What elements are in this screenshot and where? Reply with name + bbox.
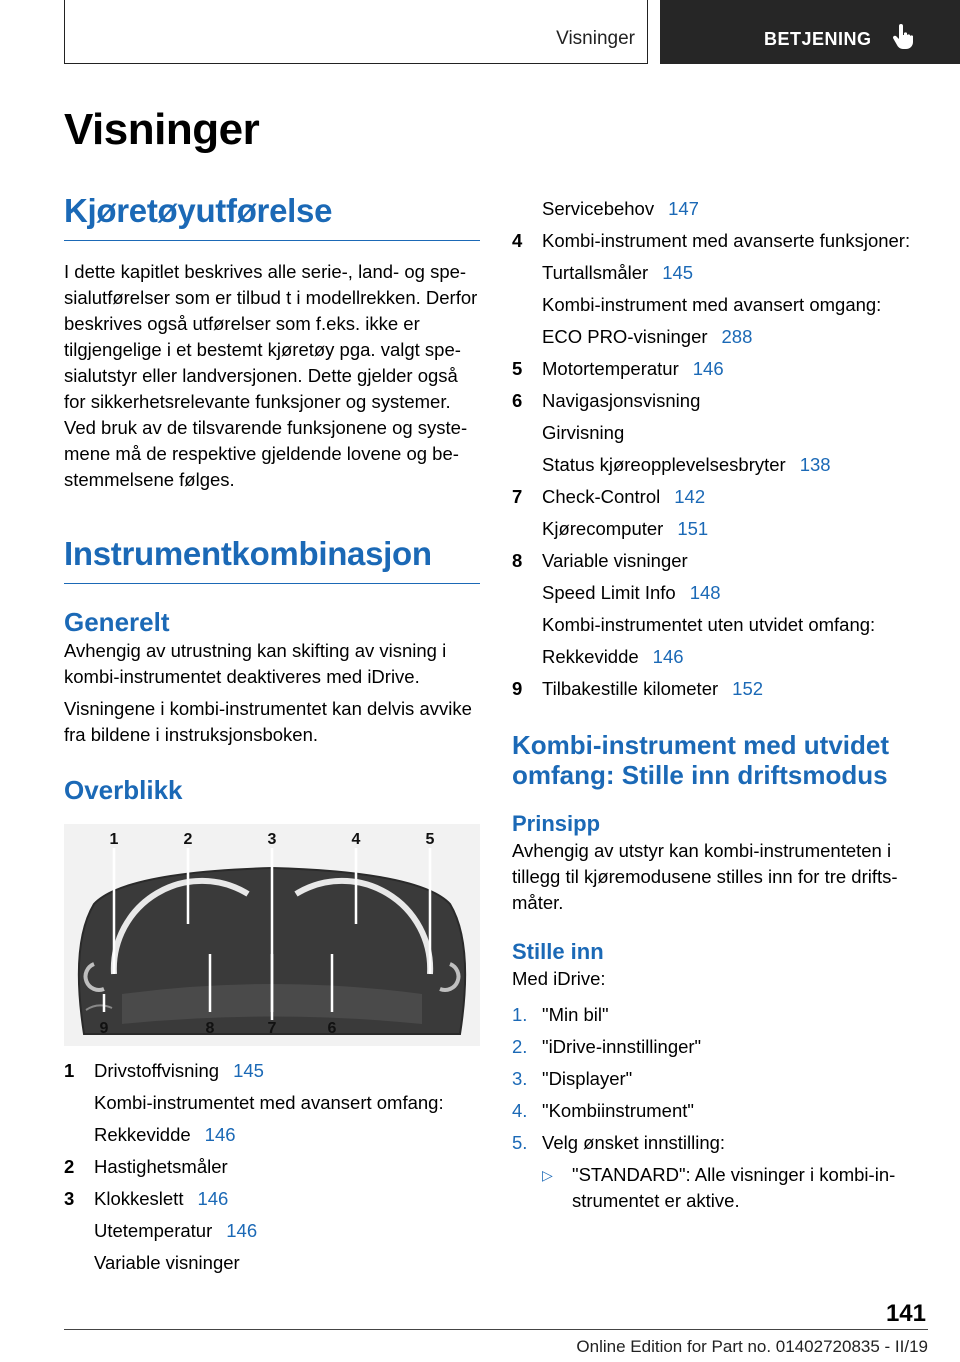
legend-left bbox=[64, 1058, 480, 1276]
callout-2: 2 bbox=[183, 831, 193, 848]
legend-text: Status kjøreopplevelsesbryter bbox=[542, 454, 786, 475]
legend_right-legend-line bbox=[512, 260, 932, 286]
step-number: 4. bbox=[512, 1100, 528, 1121]
legend_right-legend-line bbox=[512, 612, 932, 638]
page-reference-link[interactable]: 147 bbox=[668, 198, 699, 219]
legend-text: Servicebehov bbox=[542, 198, 655, 219]
header-chapter-tab[interactable] bbox=[660, 0, 960, 64]
sub-bullet-standard bbox=[542, 1162, 932, 1214]
step-text: "Min bil" bbox=[542, 1004, 609, 1025]
step-1 bbox=[512, 1002, 932, 1028]
step-number: 1. bbox=[512, 1004, 528, 1025]
legend-text: Kombi-instrumentet uten utvidet omfang: bbox=[542, 614, 876, 635]
legend_right-legend-line bbox=[512, 356, 932, 382]
page-reference-link[interactable]: 146 bbox=[204, 1124, 236, 1145]
legend-text: Hastighetsmåler bbox=[94, 1156, 228, 1177]
step-text: "iDrive-innstillinger" bbox=[542, 1036, 702, 1057]
legend-number: 6 bbox=[512, 390, 523, 411]
legend-text: Check-Control bbox=[542, 486, 661, 507]
callout-9: 9 bbox=[99, 1020, 109, 1037]
heading-overblikk: Overblikk bbox=[64, 775, 183, 805]
hand-pointer-icon bbox=[892, 24, 914, 50]
callout-1: 1 bbox=[109, 831, 119, 848]
legend-number: 5 bbox=[512, 358, 523, 379]
legend-text: Variable visninger bbox=[542, 550, 688, 571]
page-reference-link[interactable]: 145 bbox=[662, 262, 694, 283]
step-number: 2. bbox=[512, 1036, 528, 1057]
page-reference-link[interactable]: 288 bbox=[721, 326, 753, 347]
step-5 bbox=[512, 1130, 932, 1156]
legend_right-legend-line bbox=[512, 644, 932, 670]
callout-5: 5 bbox=[425, 831, 435, 848]
page-title: Visninger bbox=[64, 105, 260, 154]
generelt-p2: Visningene i kombi-instrumentet kan delvis avvike fra bildene i instruksjonsboken. bbox=[64, 698, 472, 745]
header-section-title: Visninger bbox=[556, 28, 635, 49]
legend-text: Rekkevidde bbox=[94, 1124, 191, 1145]
stille-intro: Med iDrive: bbox=[512, 968, 606, 989]
heading-kjoretoy: Kjøretøyutførelse bbox=[64, 190, 480, 241]
legend_right-legend-line bbox=[512, 484, 932, 510]
step-number: 5. bbox=[512, 1132, 528, 1153]
header-section-box bbox=[64, 0, 648, 64]
legend-number: 9 bbox=[512, 678, 523, 699]
legend_left-legend-line bbox=[64, 1058, 480, 1084]
legend-text: Klokkeslett bbox=[94, 1188, 184, 1209]
legend_right-legend-line bbox=[512, 420, 932, 446]
header-chapter-title: BETJENING bbox=[764, 29, 872, 49]
legend-right bbox=[512, 196, 932, 702]
step-2 bbox=[512, 1034, 932, 1060]
legend-number: 4 bbox=[512, 230, 523, 251]
legend-text: Rekkevidde bbox=[542, 646, 639, 667]
prinsipp-body: Avhengig av utstyr kan kombi-instrumenteten i tillegg til kjøremodusene stilles inn for tre driftsmåter. bbox=[512, 840, 898, 913]
legend-number: 2 bbox=[64, 1156, 75, 1177]
page-reference-link[interactable]: 146 bbox=[692, 358, 724, 379]
legend-text: Kjørecomputer bbox=[542, 518, 664, 539]
page-reference-link[interactable]: 151 bbox=[677, 518, 709, 539]
left-column bbox=[64, 100, 480, 1282]
legend_right-legend-line bbox=[512, 452, 932, 478]
legend-text: Drivstoffvisning bbox=[94, 1060, 220, 1081]
legend_right-legend-line bbox=[512, 516, 932, 542]
heading-driftsmodus: Kombi-instrument med utvidet omfang: Stille inn driftsmodus bbox=[512, 730, 890, 790]
page-reference-link[interactable]: 152 bbox=[732, 678, 764, 699]
legend-number: 7 bbox=[512, 486, 523, 507]
legend-text: Utetemperatur bbox=[94, 1220, 213, 1241]
legend_right-legend-line bbox=[512, 580, 932, 606]
instrument-cluster-illustration bbox=[64, 824, 480, 1046]
legend-text: Variable visninger bbox=[94, 1252, 240, 1273]
heading-prinsipp: Prinsipp bbox=[512, 811, 601, 836]
legend_right-legend-line bbox=[512, 228, 932, 254]
legend-number: 1 bbox=[64, 1060, 75, 1081]
heading-instrument: Instrumentkombinasjon bbox=[64, 533, 480, 584]
generelt-p1: Avhengig av utrustning kan skifting av visning i kombi-instrumentet deaktiveres med iDrive. bbox=[64, 640, 447, 687]
legend-number: 8 bbox=[512, 550, 523, 571]
legend-text: Kombi-instrumentet med avansert omfang: bbox=[94, 1092, 444, 1113]
legend_right-legend-line bbox=[512, 676, 932, 702]
legend_right-legend-line bbox=[512, 548, 932, 574]
step-text: Velg ønsket innstilling: bbox=[542, 1132, 726, 1153]
kjoretoy-body: I dette kapitlet beskrives alle serie-, land- og spesialutførelser som er tilbud t i modellrekken. Derfor beskrives også utførelser som f.eks. ikke er tilgjengelige i et bestemt kjøretøy pga. valgt spesialutstyr eller landversjonen. Dette gjelder også for sikkerhetsrelevante funksjoner og systemer. Ved bruk av de tilsvarende funksjonene og systemene må de respektive gjeldende lovene og bestemmelsene følges. bbox=[64, 261, 478, 490]
callout-7: 7 bbox=[267, 1020, 277, 1037]
legend-text: Navigasjonsvisning bbox=[542, 390, 701, 411]
legend-text: Turtallsmåler bbox=[542, 262, 649, 283]
legend_left-legend-line bbox=[64, 1250, 480, 1276]
page-reference-link[interactable]: 146 bbox=[226, 1220, 258, 1241]
legend_left-legend-line bbox=[64, 1090, 480, 1116]
callout-8: 8 bbox=[205, 1020, 215, 1037]
callout-6: 6 bbox=[327, 1020, 337, 1037]
legend-text: Speed Limit Info bbox=[542, 582, 676, 603]
legend-text: Tilbakestille kilometer bbox=[542, 678, 719, 699]
triangle-bullet-icon: ▷ bbox=[542, 1167, 553, 1183]
instrument-cluster-figure bbox=[64, 824, 480, 1046]
legend-text: Girvisning bbox=[542, 422, 625, 443]
legend_right-legend-line bbox=[512, 388, 932, 414]
legend-text: Motortemperatur bbox=[542, 358, 679, 379]
callout-4: 4 bbox=[351, 831, 361, 848]
page-number: 141 bbox=[885, 1300, 926, 1327]
legend-text: Kombi-instrument med avanserte funksjoner: bbox=[542, 230, 911, 251]
page-reference-link[interactable]: 146 bbox=[652, 646, 684, 667]
step-4 bbox=[512, 1098, 932, 1124]
step-number: 3. bbox=[512, 1068, 528, 1089]
legend_left-legend-line bbox=[64, 1154, 480, 1180]
right-column bbox=[512, 196, 932, 1220]
page-reference-link[interactable]: 148 bbox=[689, 582, 721, 603]
page-reference-link[interactable]: 145 bbox=[233, 1060, 264, 1081]
footer-divider bbox=[64, 1329, 928, 1330]
legend-text: ECO PRO-visninger bbox=[542, 326, 708, 347]
legend_left-legend-line bbox=[64, 1218, 480, 1244]
legend_right-legend-line bbox=[512, 324, 932, 350]
page-reference-link[interactable]: 146 bbox=[197, 1188, 229, 1209]
legend_right-legend-line bbox=[512, 196, 932, 222]
callout-3: 3 bbox=[267, 831, 277, 848]
page-reference-link[interactable]: 142 bbox=[674, 486, 706, 507]
step-text: "Displayer" bbox=[542, 1068, 633, 1089]
sub-bullet-text: "STANDARD": Alle visninger i kombi-instrumentet er aktive. bbox=[572, 1164, 896, 1211]
legend_left-legend-line bbox=[64, 1122, 480, 1148]
step-3 bbox=[512, 1066, 932, 1092]
heading-generelt: Generelt bbox=[64, 607, 170, 637]
legend-number: 3 bbox=[64, 1188, 75, 1209]
footer-edition: Online Edition for Part no. 01402720835 - II/19 bbox=[576, 1337, 928, 1356]
step-text: "Kombiinstrument" bbox=[542, 1100, 694, 1121]
heading-stille-inn: Stille inn bbox=[512, 939, 604, 964]
legend_left-legend-line bbox=[64, 1186, 480, 1212]
legend-text: Kombi-instrument med avansert omgang: bbox=[542, 294, 882, 315]
legend_right-legend-line bbox=[512, 292, 932, 318]
page-reference-link[interactable]: 138 bbox=[799, 454, 831, 475]
